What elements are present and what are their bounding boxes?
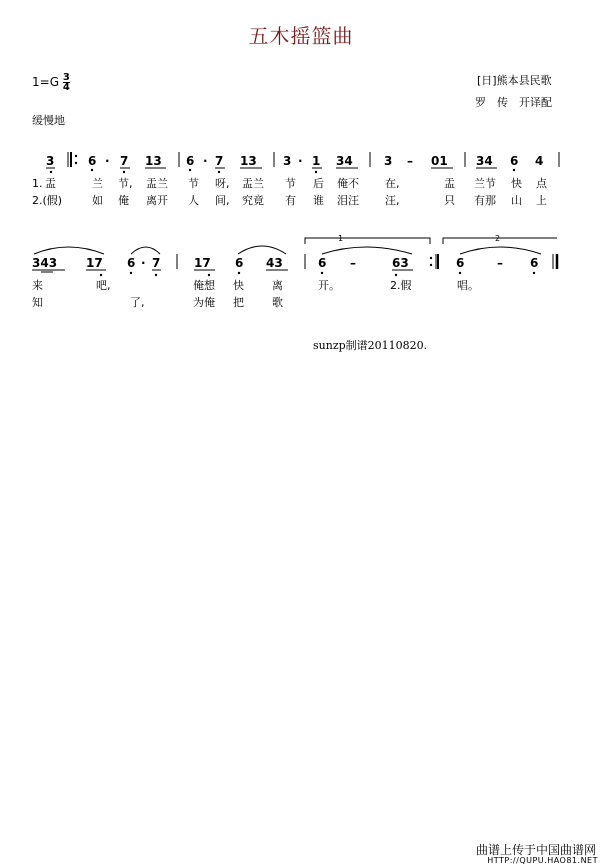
note: 63	[392, 256, 409, 270]
lyric: 如	[92, 194, 103, 207]
dash: –	[350, 256, 356, 270]
lyric: 俺	[118, 194, 129, 207]
note: 343	[32, 256, 58, 270]
lyric: 离开	[146, 194, 168, 207]
lyric: 知	[32, 296, 43, 309]
dot: ·	[105, 154, 110, 168]
note: 13	[240, 154, 257, 168]
lyric: 人	[188, 194, 199, 207]
lyric: 2.假	[390, 279, 412, 292]
dot: ·	[298, 154, 303, 168]
volta-2: 2	[495, 234, 501, 243]
lyric: 唱。	[457, 279, 479, 292]
note-pickup: 3	[46, 154, 55, 168]
note: 43	[266, 256, 283, 270]
lyric: 2.(假)	[32, 194, 63, 207]
lyric: 歌	[272, 296, 283, 309]
lyric: 盂兰	[242, 177, 264, 190]
lyric: 1.	[32, 177, 43, 190]
lyric: 泪汪	[337, 194, 359, 207]
lyric: 谁	[313, 194, 324, 207]
note: 17	[86, 256, 103, 270]
lyric: 为俺	[193, 296, 215, 309]
note: 17	[194, 256, 211, 270]
lyric: 汪,	[385, 194, 400, 207]
lyric: 俺想	[193, 279, 215, 292]
note: 6	[530, 256, 539, 270]
lyric: 吧,	[96, 279, 111, 292]
lyric: 究竟	[242, 194, 264, 207]
translator-credit: 罗 传 开译配	[475, 96, 552, 109]
time-bottom: 4	[62, 82, 70, 93]
song-title: 五木摇篮曲	[248, 24, 354, 48]
lyric: 呀,	[215, 177, 230, 190]
lyric: 在,	[385, 177, 400, 190]
note: 7	[120, 154, 129, 168]
site-watermark: 曲谱上传于中国曲谱网	[475, 843, 596, 857]
note: 34	[336, 154, 353, 168]
note: 3	[384, 154, 393, 168]
lyric: 快	[511, 177, 522, 190]
lyric: 间,	[215, 194, 230, 207]
lyric: 快	[233, 279, 244, 292]
lyric: 了,	[130, 296, 145, 309]
note: 7	[152, 256, 161, 270]
lyric: 节	[188, 177, 199, 190]
note: 13	[145, 154, 162, 168]
lyric: 离	[272, 279, 283, 292]
lyric: 兰	[92, 177, 103, 190]
tempo-marking: 缓慢地	[32, 114, 65, 127]
lyric: 点	[536, 177, 547, 190]
lyric: 有	[285, 194, 296, 207]
song-origin: [日]熊本县民歌	[477, 74, 552, 87]
key-label: 1=G	[32, 75, 59, 89]
lyric: 兰节	[474, 177, 496, 190]
note: 6	[186, 154, 195, 168]
time-top: 3	[62, 72, 70, 83]
transcriber-credit: sunzp制谱20110820.	[313, 339, 428, 352]
note: 01	[431, 154, 448, 168]
lyric: 节,	[118, 177, 133, 190]
note: 6	[456, 256, 465, 270]
note: 34	[476, 154, 493, 168]
lyric: 盂	[444, 177, 455, 190]
volta-1: 1	[338, 234, 344, 243]
dash: –	[497, 256, 503, 270]
dot: ·	[141, 256, 146, 270]
dot: ·	[203, 154, 208, 168]
site-url[interactable]: HTTP://QUPU.HAO81.NET	[487, 856, 598, 865]
lyric: 开。	[318, 279, 340, 292]
lyric: 俺不	[337, 177, 359, 190]
note: 6	[127, 256, 136, 270]
note: 6	[510, 154, 519, 168]
lyric: 有那	[474, 194, 496, 207]
lyric: 后	[313, 177, 324, 190]
note: 3	[283, 154, 292, 168]
lyric: 山	[511, 194, 522, 207]
note: 1	[312, 154, 321, 168]
note: 4	[535, 154, 544, 168]
note: 6	[88, 154, 97, 168]
lyric: 把	[233, 296, 244, 309]
lyric: 节	[285, 177, 296, 190]
lyric: 来	[32, 279, 43, 292]
lyric: 只	[444, 194, 455, 207]
dash: –	[407, 154, 413, 168]
lyric: 盂	[45, 177, 56, 190]
note: 6	[318, 256, 327, 270]
lyric: 盂兰	[146, 177, 168, 190]
note: 6	[235, 256, 244, 270]
note: 7	[215, 154, 224, 168]
lyric: 上	[536, 194, 547, 207]
